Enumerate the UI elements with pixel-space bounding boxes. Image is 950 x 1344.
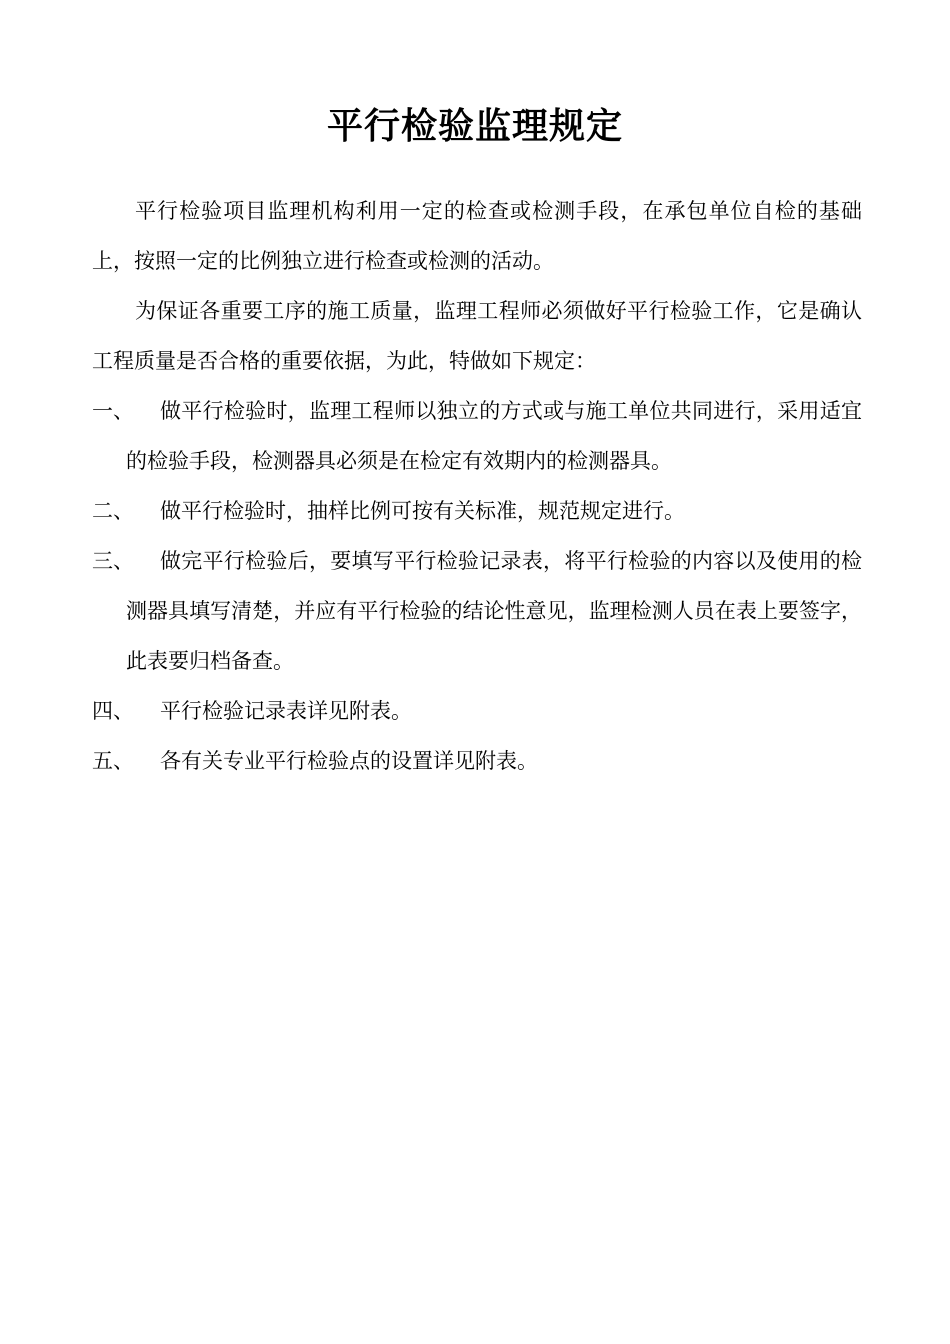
rule-item-4-marker: 四、 bbox=[92, 699, 134, 723]
rule-item-4-text: 平行检验记录表详见附表。 bbox=[160, 699, 412, 723]
document-title: 平行检验监理规定 bbox=[326, 105, 623, 148]
document-body bbox=[92, 186, 862, 786]
rule-item-5-marker: 五、 bbox=[92, 749, 134, 773]
rule-item-2-text: 做平行检验时，抽样比例可按有关标准，规范规定进行。 bbox=[160, 499, 685, 523]
rule-item-3-text: 做完平行检验后，要填写平行检验记录表，将平行检验的内容以及使用的检测器具填写清楚，并应有平行检验的结论性意见，监理检测人员在表上要签字，此表要归档备查。 bbox=[126, 549, 862, 673]
rule-item-5 bbox=[92, 736, 862, 786]
rule-item-1-marker: 一、 bbox=[92, 399, 134, 423]
rule-item-3 bbox=[92, 536, 862, 686]
rule-item-4 bbox=[92, 686, 862, 736]
rule-item-1-text: 做平行检验时，监理工程师以独立的方式或与施工单位共同进行，采用适宜的检验手段，检测器具必须是在检定有效期内的检测器具。 bbox=[126, 399, 862, 473]
rule-item-1 bbox=[92, 386, 862, 486]
intro-paragraph-purpose: 为保证各重要工序的施工质量，监理工程师必须做好平行检验工作，它是确认工程质量是否合格的重要依据，为此，特做如下规定： bbox=[92, 299, 862, 373]
rule-item-2-marker: 二、 bbox=[92, 499, 134, 523]
intro-paragraph-definition: 平行检验项目监理机构利用一定的检查或检测手段，在承包单位自检的基础上，按照一定的比例独立进行检查或检测的活动。 bbox=[92, 199, 862, 273]
rule-item-2 bbox=[92, 486, 862, 536]
rule-item-5-text: 各有关专业平行检验点的设置详见附表。 bbox=[160, 749, 538, 773]
rule-item-3-marker: 三、 bbox=[92, 549, 134, 573]
